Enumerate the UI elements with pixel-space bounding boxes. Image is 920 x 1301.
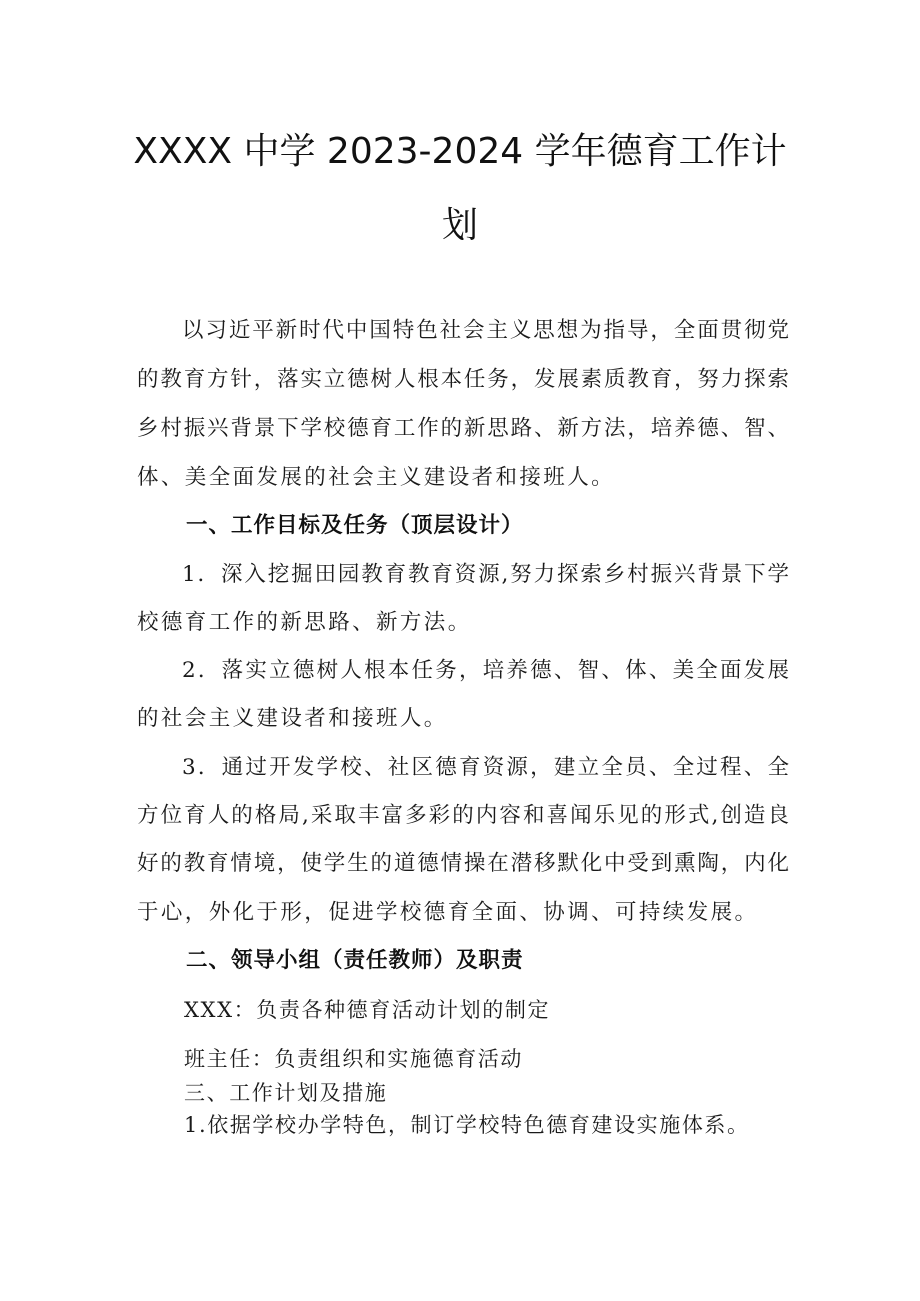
section-1-item-1-line-1: 1．深入挖掘田园教育教育资源,努力探索乡村振兴背景下学 — [182, 562, 789, 587]
section-2-duty-1: XXX：负责各种德育活动计划的制定 — [184, 998, 551, 1022]
section-2-heading: 二、领导小组（责任教师）及职责 — [186, 948, 524, 973]
section-3-heading: 三、工作计划及措施 — [184, 1081, 388, 1105]
document-title-line-2: 划 — [441, 205, 478, 246]
section-1-item-3-line-1: 3．通过开发学校、社区德育资源，建立全员、全过程、全 — [182, 755, 789, 780]
section-2-duty-2: 班主任：负责组织和实施德育活动 — [184, 1047, 523, 1071]
section-3-item-1: 1.依据学校办学特色，制订学校特色德育建设实施体系。 — [184, 1113, 750, 1137]
intro-line-1: 以习近平新时代中国特色社会主义思想为指导，全面贯彻党 — [182, 318, 789, 343]
section-1-item-2-line-2: 的社会主义建设者和接班人。 — [137, 706, 448, 731]
section-1-item-3-line-3: 好的教育情境，使学生的道德情操在潜移默化中受到熏陶，内化 — [137, 851, 789, 876]
section-1-item-3-line-2: 方位育人的格局,采取丰富多彩的内容和喜闻乐见的形式,创造良 — [137, 803, 789, 828]
intro-line-3: 乡村振兴背景下学校德育工作的新思路、新方法，培养德、智、 — [137, 416, 789, 441]
section-1-item-2-line-1: 2．落实立德树人根本任务，培养德、智、体、美全面发展 — [182, 658, 789, 683]
section-1-item-3-line-4: 于心，外化于形，促进学校德育全面、协调、可持续发展。 — [137, 900, 759, 925]
section-1-heading: 一、工作目标及任务（顶层设计） — [186, 513, 524, 538]
intro-line-2: 的教育方针，落实立德树人根本任务，发展素质教育，努力探索 — [137, 367, 789, 392]
intro-line-4: 体、美全面发展的社会主义建设者和接班人。 — [137, 465, 616, 490]
section-1-item-1-line-2: 校德育工作的新思路、新方法。 — [137, 610, 472, 635]
document-title-line-1: XXXX 中学 2023-2024 学年德育工作计 — [133, 131, 787, 172]
